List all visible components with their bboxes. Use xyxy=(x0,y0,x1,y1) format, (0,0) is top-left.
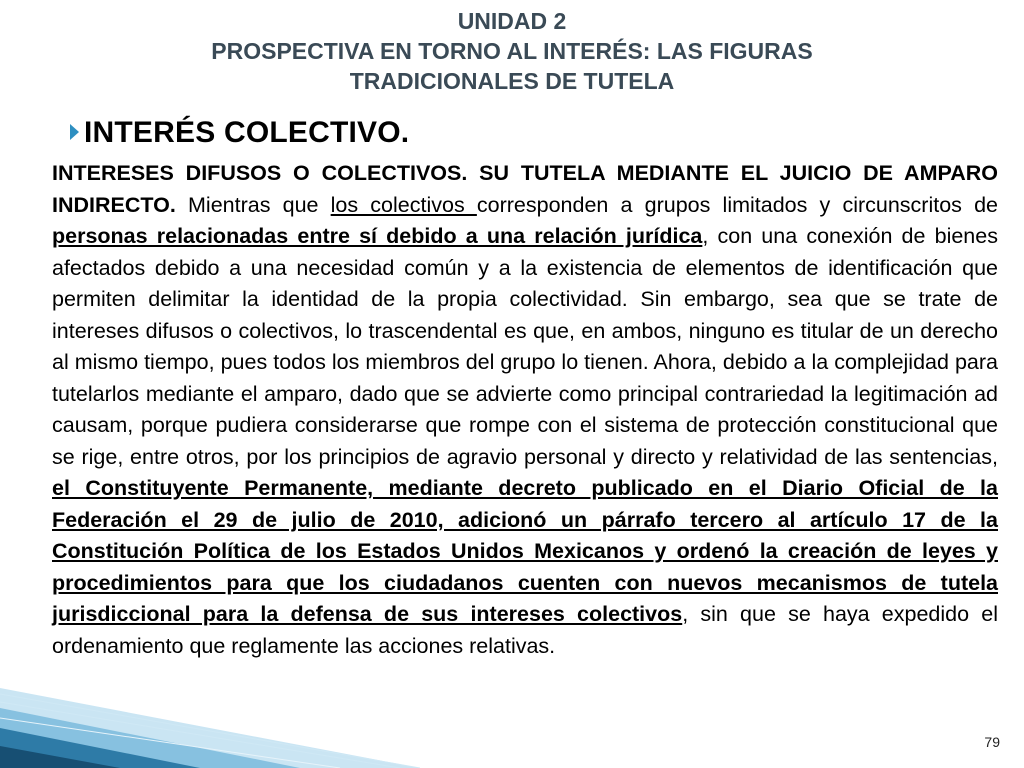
paragraph-emphasis-constituyente: el Constituyente Permanente, mediante decreto publicado en el Diario Oficial de la Federación el 29 de julio de 2010, adicionó un párrafo tercero al artículo 17 de la Constitución Política de los Estados Unidos Mexicanos y ordenó la creación de leyes y procedimientos para que los ciudadanos cuenten con nuevos mecanismos de tutela jurisdiccional para la defensa de sus intereses colectivos xyxy=(52,476,998,626)
paragraph-underline-colectivos: los colectivos xyxy=(330,192,477,217)
section-heading: INTERÉS COLECTIVO. xyxy=(84,116,410,149)
paragraph-emphasis-relacion: personas relacionadas entre sí debido a una relación jurídica xyxy=(52,224,703,248)
title-line-1: UNIDAD 2 xyxy=(457,8,567,34)
paragraph-text-3: , con una conexión de bienes afectados debido a una necesidad común y a la existencia de elementos de identificación que permiten delimitar la identidad de la propia colectividad. Sin embargo, sea que se trate de intereses difusos o colectivos, lo trascendental es que, en ambos, ninguno es titular de un derecho al mismo tiempo, pues todos los miembros del grupo lo tienen. Ahora, debido a la complejidad para tutelarlos mediante el amparo, dado que se advierte como principal contrariedad la legitimación ad causam, porque pudiera considerarse que rompe con el sistema de protección constitucional que se rige, entre otros, por los principios de agravio personal y directo y relatividad de las sentencias, xyxy=(52,224,998,469)
page-number: 79 xyxy=(984,734,1000,750)
title-line-3: TRADICIONALES DE TUTELA xyxy=(349,68,675,94)
triangle-bullet-icon xyxy=(70,124,79,140)
paragraph-bold-intro: INTERESES DIFUSOS O COLECTIVOS. SU TUTELA MEDIANTE EL JUICIO DE AMPARO INDIRECTO. xyxy=(52,161,998,217)
paragraph-text-1: Mientras que xyxy=(175,192,331,217)
slide-title xyxy=(0,6,1024,96)
title-line-2: PROSPECTIVA EN TORNO AL INTERÉS: LAS FIGURAS xyxy=(211,38,813,64)
paragraph-text-4: , sin que se haya expedido el ordenamiento que reglamente las acciones relativas. xyxy=(52,602,998,658)
paragraph-text-2: corresponden a grupos limitados y circunscritos de xyxy=(476,192,998,217)
body-paragraph xyxy=(52,158,998,662)
